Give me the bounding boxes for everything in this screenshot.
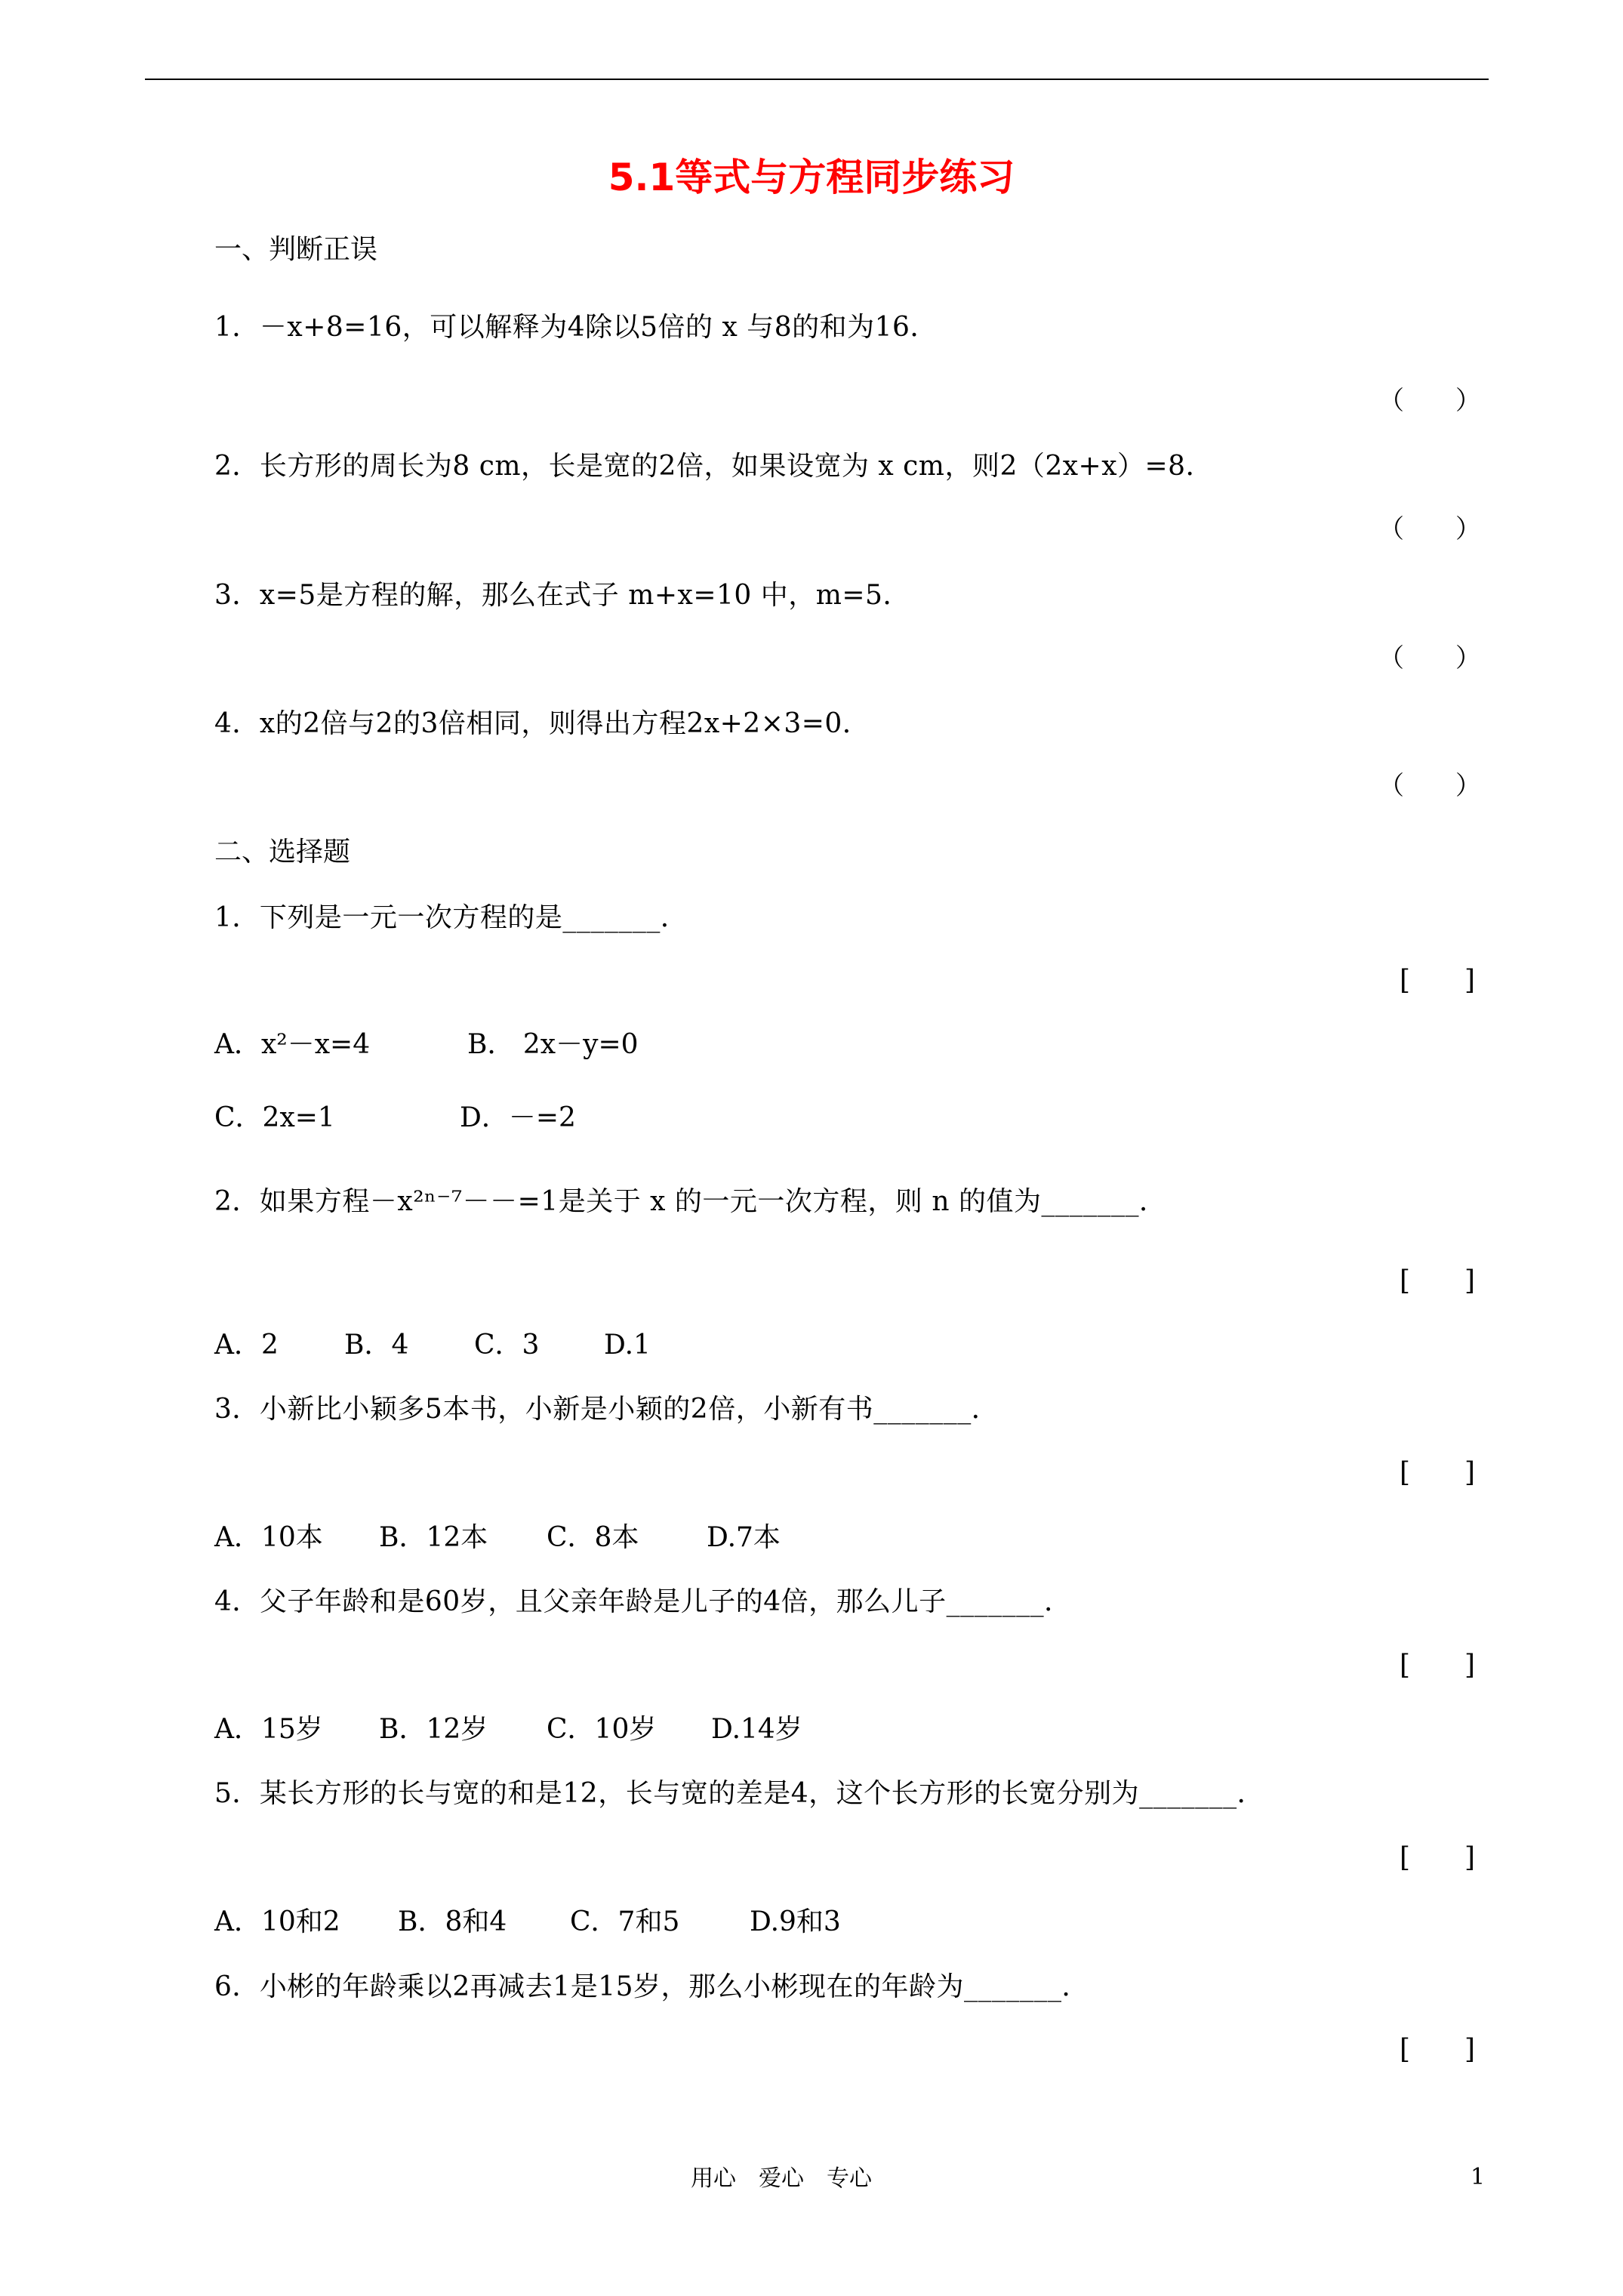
- section-heading-choice: 二、选择题: [214, 837, 351, 868]
- judgement-question-4: 4．x的2倍与2的3倍相同，则得出方程2x+2×3=0．: [214, 708, 870, 739]
- section-heading-judgement: 一、判断正误: [214, 234, 378, 265]
- choice-question-2: 2．如果方程－x²ⁿ⁻⁷－－=1是关于 x 的一元一次方程，则 n 的值为_______．: [214, 1186, 1167, 1217]
- option-c[interactable]: C．2x=1: [214, 1102, 335, 1133]
- option-c[interactable]: C．8本: [547, 1522, 639, 1553]
- choice-options-2: [214, 1324, 651, 1362]
- option-b[interactable]: B．12本: [379, 1522, 488, 1553]
- answer-bracket-1[interactable]: [ ]: [1400, 965, 1476, 996]
- answer-paren-2[interactable]: （ ）: [1378, 514, 1481, 544]
- answer-paren-3[interactable]: （ ）: [1378, 643, 1481, 673]
- answer-bracket-3[interactable]: [ ]: [1400, 1457, 1476, 1488]
- option-d[interactable]: D.7本: [707, 1522, 781, 1553]
- answer-bracket-6[interactable]: [ ]: [1400, 2034, 1476, 2065]
- option-a[interactable]: A．10和2: [214, 1906, 340, 1937]
- option-d[interactable]: D．－=2: [460, 1102, 576, 1133]
- answer-paren-1[interactable]: （ ）: [1378, 386, 1481, 416]
- option-a[interactable]: A．2: [214, 1330, 279, 1361]
- judgement-question-3: 3．x=5是方程的解，那么在式子 m+x=10 中，m=5．: [214, 580, 910, 611]
- option-b[interactable]: B．4: [344, 1330, 409, 1361]
- option-d[interactable]: D.1: [604, 1330, 651, 1361]
- header-rule: [145, 79, 1489, 80]
- choice-options-4: [214, 1708, 802, 1746]
- judgement-question-2: 2．长方形的周长为8 cm，长是宽的2倍，如果设宽为 x cm，则2（2x+x）=8．: [214, 451, 1214, 482]
- judgement-question-1: 1．－x+8=16，可以解释为4除以5倍的 x 与8的和为16．: [214, 312, 938, 343]
- choice-options-1b: [214, 1096, 576, 1135]
- page-number: 1: [1471, 2164, 1486, 2190]
- choice-options-3: [214, 1516, 781, 1555]
- choice-options-5: [214, 1900, 841, 1939]
- option-b[interactable]: B．8和4: [398, 1906, 507, 1937]
- answer-paren-4[interactable]: （ ）: [1378, 771, 1481, 801]
- page-title: 5.1等式与方程同步练习: [608, 156, 1015, 199]
- choice-question-3: 3．小新比小颖多5本书，小新是小颖的2倍，小新有书_______．: [214, 1394, 999, 1425]
- option-c[interactable]: C．7和5: [570, 1906, 680, 1937]
- choice-question-6: 6．小彬的年龄乘以2再减去1是15岁，那么小彬现在的年龄为_______．: [214, 1971, 1090, 2002]
- choice-question-1: 1．下列是一元一次方程的是_______．: [214, 902, 688, 933]
- option-d[interactable]: D.14岁: [711, 1714, 802, 1745]
- choice-question-4: 4．父子年龄和是60岁，且父亲年龄是儿子的4倍，那么儿子_______．: [214, 1586, 1072, 1617]
- option-d[interactable]: D.9和3: [750, 1906, 841, 1937]
- answer-bracket-2[interactable]: [ ]: [1400, 1265, 1476, 1296]
- answer-bracket-4[interactable]: [ ]: [1400, 1650, 1476, 1681]
- option-b[interactable]: B．12岁: [379, 1714, 488, 1745]
- option-b[interactable]: B． 2x－y=0: [467, 1029, 639, 1060]
- option-a[interactable]: A．10本: [214, 1522, 323, 1553]
- option-c[interactable]: C．3: [474, 1330, 540, 1361]
- footer-motto: 用心 爱心 专心: [691, 2165, 872, 2192]
- answer-bracket-5[interactable]: [ ]: [1400, 1842, 1476, 1873]
- choice-question-5: 5．某长方形的长与宽的和是12，长与宽的差是4，这个长方形的长宽分别为_______．: [214, 1778, 1265, 1809]
- choice-options-1: [214, 1023, 639, 1062]
- option-a[interactable]: A．15岁: [214, 1714, 323, 1745]
- option-c[interactable]: C．10岁: [547, 1714, 657, 1745]
- option-a[interactable]: A．x²－x=4: [214, 1029, 371, 1060]
